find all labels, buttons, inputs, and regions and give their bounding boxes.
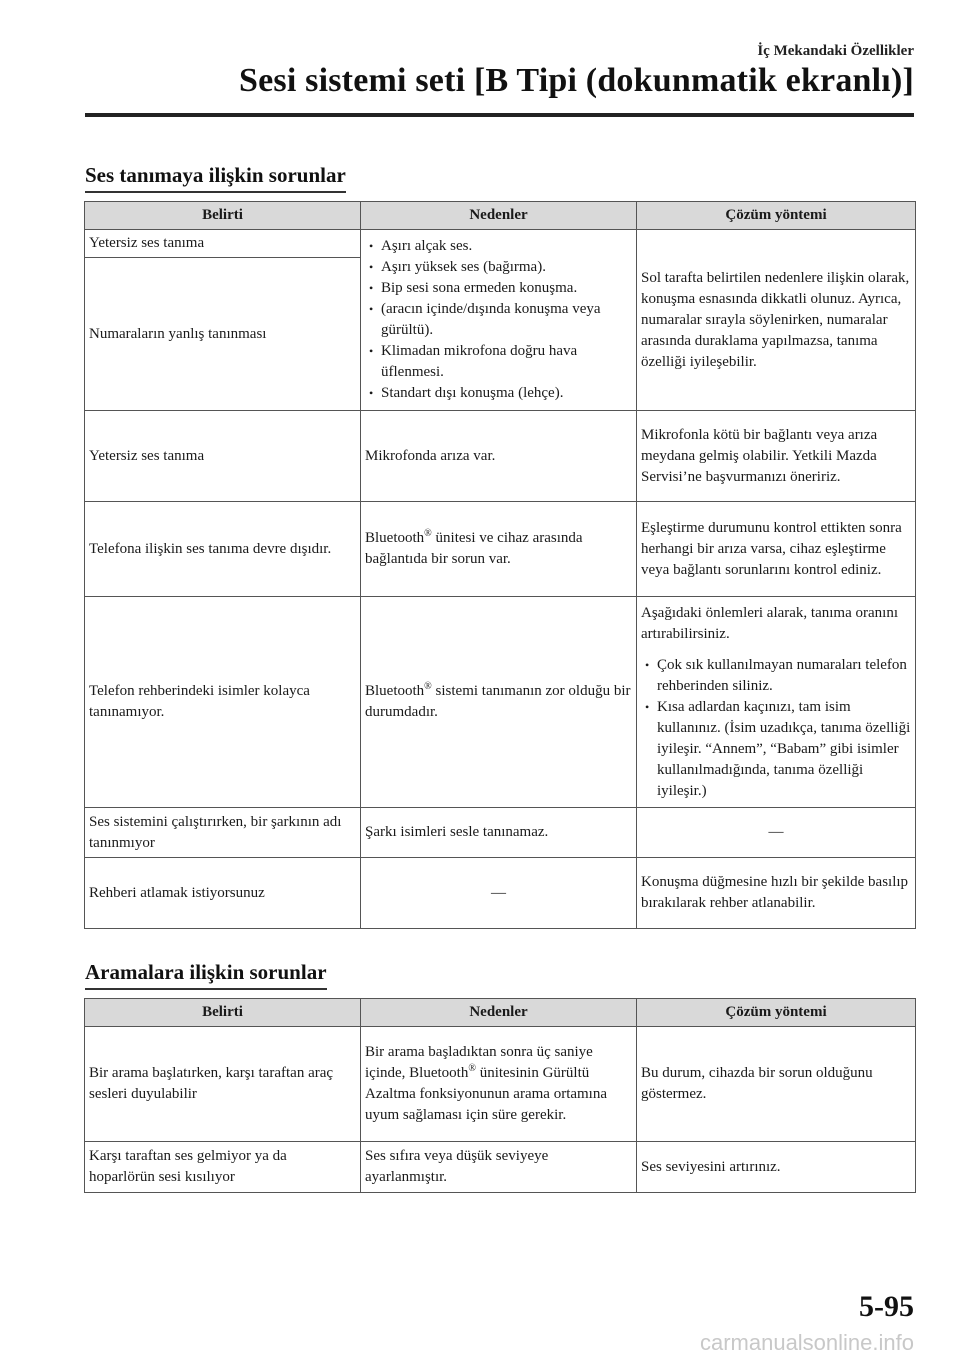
- symptom-cell: Yetersiz ses tanıma: [85, 230, 361, 258]
- cause-cell: —: [361, 858, 637, 929]
- table-header-row: [85, 202, 916, 230]
- table-row: [85, 230, 916, 258]
- symptom-cell: Rehberi atlamak istiyorsunuz: [85, 858, 361, 929]
- cause-list: [365, 236, 632, 404]
- list-item: • Standart dışı konuşma (lehçe).: [365, 383, 632, 404]
- column-header: Belirti: [85, 202, 361, 230]
- voice-recognition-table: [84, 201, 916, 929]
- symptom-cell: Bir arama başlatırken, karşı taraftan araç sesleri duyulabilir: [85, 1027, 361, 1142]
- list-item: • Bip sesi sona ermeden konuşma.: [365, 278, 632, 299]
- cause-text-post: ünitesi ve cihaz arasında bağlantıda bir sorun var.: [365, 530, 583, 567]
- header-divider: [85, 113, 914, 117]
- cause-text-pre: Bluetooth: [365, 530, 425, 546]
- chapter-label: İç Mekandaki Özellikler: [757, 43, 914, 59]
- cause-text-post: sistemi tanımanın zor olduğu bir durumdadır.: [365, 683, 631, 720]
- call-problems-table: [84, 998, 916, 1193]
- solution-cell: Sol tarafta belirtilen nedenlere ilişkin olarak, konuşma esnasında dikkatli olunuz. Ayrıca, numaralar sırayla söylenirken, numaralar arasında duraklama yapılmazsa, tanıma özelliği iyileşebilir.: [637, 230, 916, 411]
- symptom-cell: Telefona ilişkin ses tanıma devre dışıdır.: [85, 502, 361, 597]
- symptom-cell: Ses sistemini çalıştırırken, bir şarkının adı tanınmıyor: [85, 808, 361, 858]
- list-item: • Kısa adlardan kaçınızı, tam isim kullanınız. (İsim uzadıkça, tanıma özelliği iyileşir. “Annem”, “Babam” gibi isimler kullanılmadığında, tanıma özelliği iyileşir.): [641, 697, 911, 802]
- section-title-calls: Aramalara ilişkin sorunlar: [85, 960, 327, 990]
- cause-cell: Mikrofonda arıza var.: [361, 411, 637, 502]
- page-number: 5-95: [859, 1290, 914, 1323]
- table-row: [85, 808, 916, 858]
- column-header: Belirti: [85, 999, 361, 1027]
- solution-list: [641, 655, 911, 802]
- table-row: [85, 411, 916, 502]
- table-row: [85, 1027, 916, 1142]
- column-header: Nedenler: [361, 202, 637, 230]
- section-title-voice: Ses tanımaya ilişkin sorunlar: [85, 163, 346, 193]
- list-item: • Klimadan mikrofona doğru hava üflenmesi.: [365, 341, 632, 383]
- solution-cell: —: [637, 808, 916, 858]
- solution-cell: Ses seviyesini artırınız.: [637, 1142, 916, 1193]
- column-header: Nedenler: [361, 999, 637, 1027]
- list-item: • (aracın içinde/dışında konuşma veya gürültü).: [365, 299, 632, 341]
- list-item: • Aşırı yüksek ses (bağırma).: [365, 257, 632, 278]
- symptom-cell: Yetersiz ses tanıma: [85, 411, 361, 502]
- cause-text-pre: Bir arama başladıktan sonra üç saniye içinde, Bluetooth: [365, 1044, 593, 1081]
- registered-mark: ®: [424, 681, 432, 692]
- registered-mark: ®: [424, 528, 432, 539]
- solution-cell: Eşleştirme durumunu kontrol ettikten sonra herhangi bir arıza varsa, cihaz eşleştirme veya bağlantı sorunlarını kontrol ediniz.: [637, 502, 916, 597]
- list-item: • Çok sık kullanılmayan numaraları telefon rehberinden siliniz.: [641, 655, 911, 697]
- column-header: Çözüm yöntemi: [637, 999, 916, 1027]
- column-header: Çözüm yöntemi: [637, 202, 916, 230]
- table-row: [85, 858, 916, 929]
- watermark: carmanualsonline.info: [699, 1330, 914, 1355]
- page-title: Sesi sistemi seti [B Tipi (dokunmatik ekranlı)]: [238, 62, 914, 99]
- solution-cell: Bu durum, cihazda bir sorun olduğunu göstermez.: [637, 1027, 916, 1142]
- table-row: [85, 1142, 916, 1193]
- cause-cell: Ses sıfıra veya düşük seviyeye ayarlanmıştır.: [361, 1142, 637, 1193]
- symptom-cell: Numaraların yanlış tanınması: [85, 258, 361, 411]
- cause-text-post: ünitesinin Gürültü Azaltma fonksiyonunun arama ortamına uyum sağlaması için süre gerekir.: [365, 1065, 608, 1123]
- table-row: [85, 597, 916, 808]
- solution-cell: Konuşma düğmesine hızlı bir şekilde basılıp bırakılarak rehber atlanabilir.: [637, 858, 916, 929]
- cause-cell: [361, 502, 637, 597]
- registered-mark: ®: [468, 1063, 476, 1074]
- solution-cell: [637, 597, 916, 808]
- table-header-row: [85, 999, 916, 1027]
- cause-cell: [361, 230, 637, 411]
- symptom-cell: Telefon rehberindeki isimler kolayca tanınamıyor.: [85, 597, 361, 808]
- solution-cell: Mikrofonla kötü bir bağlantı veya arıza meydana gelmiş olabilir. Yetkili Mazda Servisi’ne başvurmanızı öneririz.: [637, 411, 916, 502]
- cause-cell: [361, 597, 637, 808]
- list-item: • Aşırı alçak ses.: [365, 236, 632, 257]
- solution-intro: Aşağıdaki önlemleri alarak, tanıma oranını artırabilirsiniz.: [641, 604, 898, 642]
- cause-cell: Şarkı isimleri sesle tanınamaz.: [361, 808, 637, 858]
- cause-text-pre: Bluetooth: [365, 683, 425, 699]
- cause-cell: [361, 1027, 637, 1142]
- symptom-cell: Karşı taraftan ses gelmiyor ya da hoparlörün sesi kısılıyor: [85, 1142, 361, 1193]
- table-row: [85, 502, 916, 597]
